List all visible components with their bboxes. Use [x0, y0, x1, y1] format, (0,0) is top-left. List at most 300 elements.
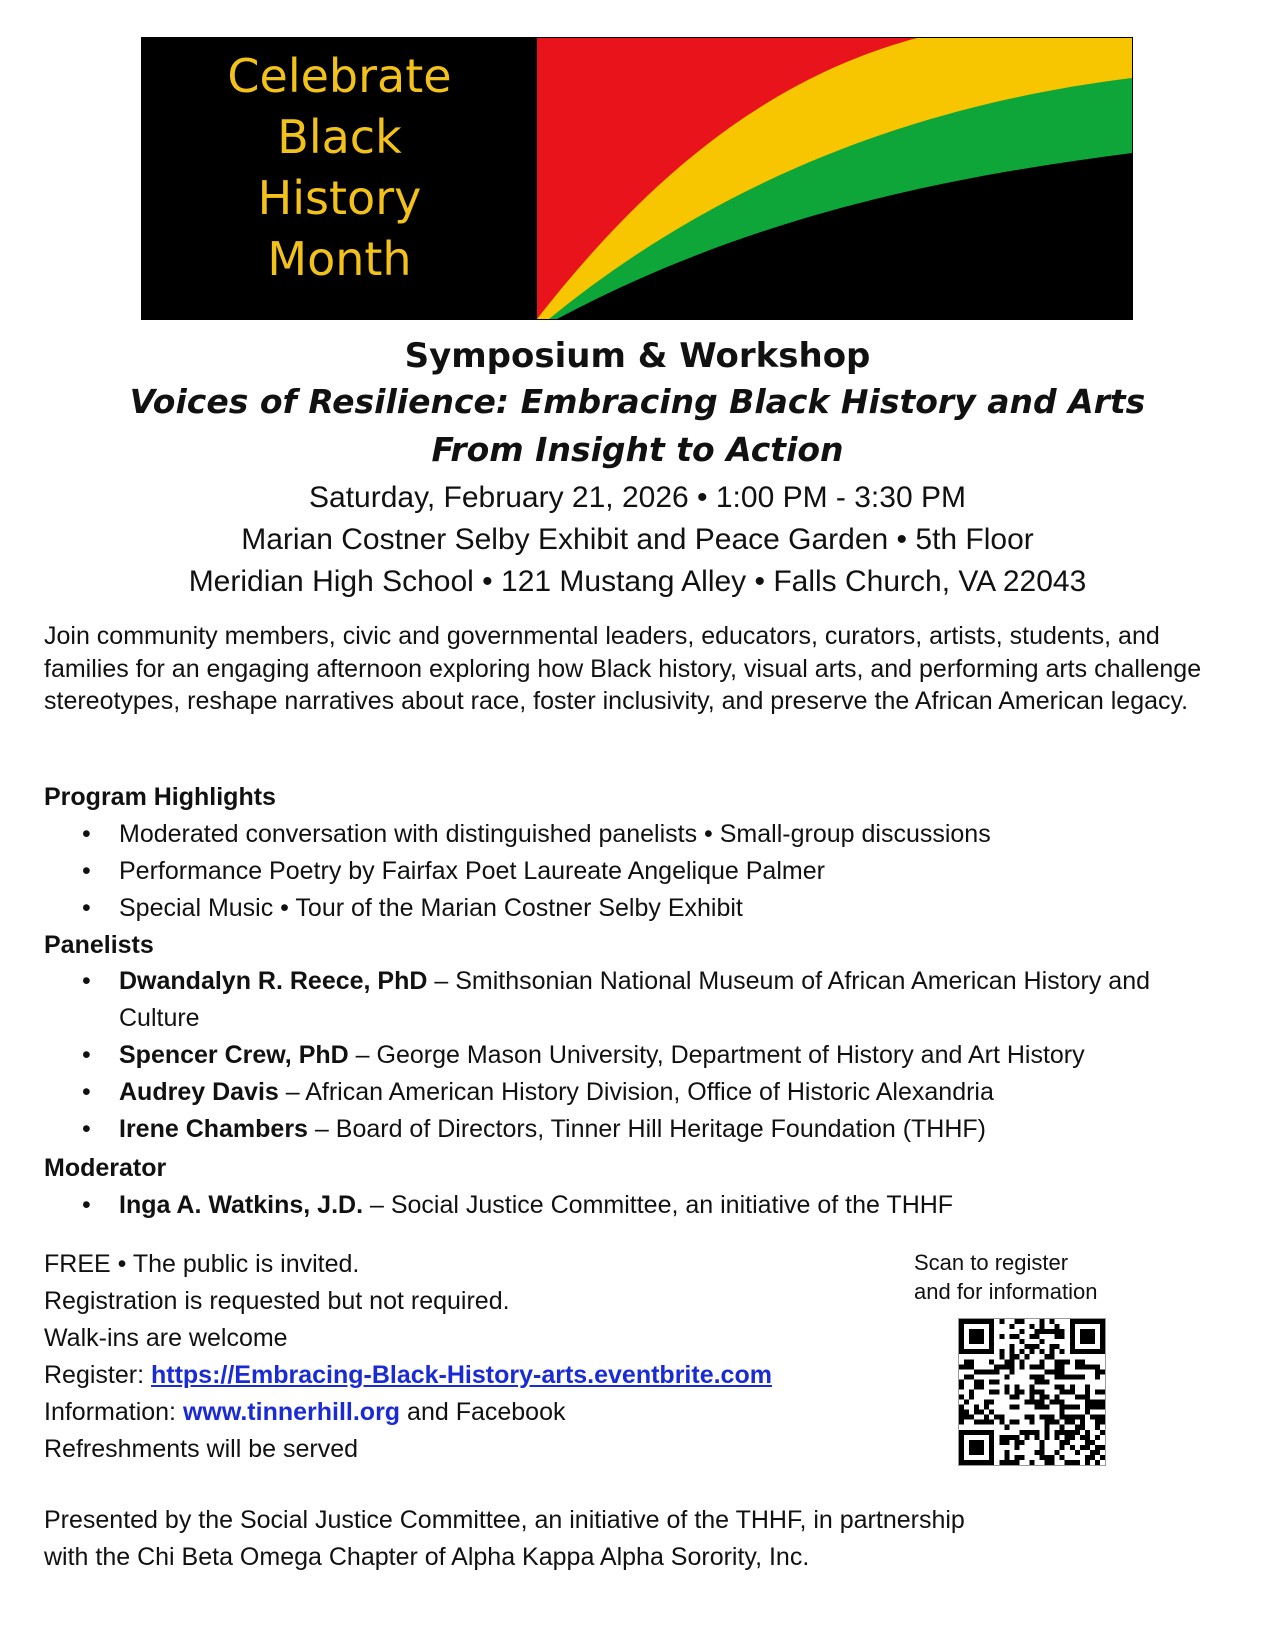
list-item	[44, 963, 1234, 1037]
pan-african-wave-graphic	[537, 38, 1132, 319]
qr-module	[1029, 1374, 1034, 1379]
qr-module	[1085, 1329, 1090, 1334]
qr-module	[1055, 1369, 1060, 1374]
qr-module	[1040, 1455, 1045, 1460]
qr-module	[1095, 1425, 1100, 1430]
register-label: Register:	[44, 1361, 151, 1389]
qr-caption-line: Scan to register	[914, 1250, 1069, 1275]
qr-module	[1014, 1445, 1019, 1450]
qr-module	[994, 1379, 999, 1384]
qr-caption-line: and for information	[914, 1279, 1098, 1304]
qr-module	[969, 1364, 974, 1369]
qr-module	[1075, 1349, 1080, 1354]
qr-module	[1100, 1430, 1105, 1435]
qr-module	[1065, 1440, 1070, 1445]
qr-module	[1055, 1324, 1060, 1329]
qr-module	[959, 1430, 964, 1435]
qr-module	[1065, 1420, 1070, 1425]
list-item: • Moderated conversation with distinguished panelists • Small-group discussions	[44, 816, 1234, 853]
qr-module	[1055, 1384, 1060, 1389]
qr-module	[1080, 1339, 1085, 1344]
qr-module	[1040, 1324, 1045, 1329]
qr-module	[1085, 1440, 1090, 1445]
event-venue: Marian Costner Selby Exhibit and Peace Garden • 5th Floor	[241, 523, 1034, 556]
qr-module	[1080, 1374, 1085, 1379]
qr-module	[1009, 1420, 1014, 1425]
qr-module	[1040, 1359, 1045, 1364]
qr-module	[1085, 1334, 1090, 1339]
qr-module	[1070, 1430, 1075, 1435]
qr-module	[1095, 1369, 1100, 1374]
qr-module	[1070, 1374, 1075, 1379]
qr-module	[1050, 1420, 1055, 1425]
qr-module	[1090, 1339, 1095, 1344]
qr-module	[1004, 1440, 1009, 1445]
qr-module	[1075, 1430, 1080, 1435]
qr-module	[1019, 1455, 1024, 1460]
qr-module	[1100, 1349, 1105, 1354]
qr-module	[1085, 1319, 1090, 1324]
qr-module	[974, 1460, 979, 1465]
qr-module	[1085, 1445, 1090, 1450]
qr-module	[1080, 1334, 1085, 1339]
panelist-affiliation: – Smithsonian National Museum of African American History and Culture	[119, 967, 1150, 1032]
qr-module	[959, 1379, 964, 1384]
qr-module	[1029, 1430, 1034, 1435]
qr-module	[959, 1405, 964, 1410]
register-line	[44, 1357, 772, 1394]
qr-module	[1029, 1415, 1034, 1420]
qr-module	[1095, 1364, 1100, 1369]
qr-module	[1055, 1344, 1060, 1349]
panelist-affiliation: – Board of Directors, Tinner Hill Heritage Foundation (THHF)	[307, 1115, 986, 1143]
panelist-name: Spencer Crew, PhD	[119, 1041, 349, 1069]
information-label: Information:	[44, 1398, 183, 1426]
qr-module	[974, 1334, 979, 1339]
admission-text: FREE • The public is invited.	[44, 1250, 360, 1278]
qr-module	[1095, 1374, 1100, 1379]
banner-title	[142, 46, 537, 290]
qr-module	[979, 1460, 984, 1465]
banner-title-line: Month	[267, 232, 412, 286]
qr-module	[1029, 1384, 1034, 1389]
qr-module	[1050, 1455, 1055, 1460]
qr-module	[1014, 1460, 1019, 1465]
qr-module	[1009, 1369, 1014, 1374]
qr-module	[1045, 1420, 1050, 1425]
qr-module	[964, 1400, 969, 1405]
qr-module	[1060, 1389, 1065, 1394]
list-item	[44, 1074, 1234, 1111]
qr-module	[974, 1329, 979, 1334]
qr-module	[1029, 1400, 1034, 1405]
qr-module	[1100, 1334, 1105, 1339]
information-suffix: and Facebook	[400, 1398, 566, 1426]
qr-module	[979, 1339, 984, 1344]
qr-module	[1090, 1415, 1095, 1420]
qr-module	[1004, 1425, 1009, 1430]
qr-module	[1029, 1349, 1034, 1354]
qr-module	[1080, 1349, 1085, 1354]
qr-module	[1009, 1354, 1014, 1359]
qr-module	[1085, 1349, 1090, 1354]
panelist-name: Dwandalyn R. Reece, PhD	[119, 967, 428, 995]
qr-module	[999, 1420, 1004, 1425]
footer-line: Presented by the Social Justice Committee, an initiative of the THHF, in partnership	[44, 1506, 965, 1534]
qr-module	[1004, 1364, 1009, 1369]
qr-module	[1065, 1435, 1070, 1440]
qr-module	[984, 1400, 989, 1405]
tinnerhill-link[interactable]: www.tinnerhill.org	[182, 1398, 401, 1426]
moderator-heading: Moderator	[44, 1154, 167, 1182]
qr-module	[1065, 1415, 1070, 1420]
qr-module	[1019, 1364, 1024, 1369]
qr-module	[989, 1420, 994, 1425]
qr-module	[989, 1455, 994, 1460]
qr-module	[999, 1440, 1004, 1445]
qr-module	[1009, 1359, 1014, 1364]
qr-module	[1075, 1364, 1080, 1369]
qr-module	[1040, 1364, 1045, 1369]
footer-line: with the Chi Beta Omega Chapter of Alpha Kappa Alpha Sorority, Inc.	[44, 1543, 810, 1571]
event-theme-line-2: From Insight to Action	[431, 430, 844, 469]
qr-module	[969, 1450, 974, 1455]
qr-module	[1045, 1455, 1050, 1460]
qr-module	[959, 1445, 964, 1450]
qr-module	[974, 1349, 979, 1354]
qr-module	[1024, 1415, 1029, 1420]
intro-paragraph: Join community members, civic and governmental leaders, educators, curators, artists, students, and families for an engaging afternoon exploring how Black history, visual arts, and performing arts challenge stereotypes, reshape narratives about race, foster inclusivity, and preserve the African American legacy.	[44, 622, 1202, 715]
qr-module	[1080, 1329, 1085, 1334]
event-date-time: Saturday, February 21, 2026 • 1:00 PM - 3:30 PM	[309, 481, 966, 514]
event-type-heading: Symposium & Workshop	[404, 336, 871, 376]
refreshments-note: Refreshments will be served	[44, 1435, 359, 1463]
qr-module	[959, 1319, 964, 1324]
qr-module	[1029, 1344, 1034, 1349]
qr-module	[1085, 1389, 1090, 1394]
qr-module	[1014, 1334, 1019, 1339]
qr-module	[1070, 1329, 1075, 1334]
qr-module	[1090, 1329, 1095, 1334]
qr-module	[1065, 1405, 1070, 1410]
qr-module	[964, 1415, 969, 1420]
qr-module	[1035, 1400, 1040, 1405]
qr-module	[989, 1319, 994, 1324]
qr-module	[989, 1329, 994, 1334]
qr-module	[1019, 1359, 1024, 1364]
event-details	[44, 1246, 772, 1468]
qr-module	[1035, 1344, 1040, 1349]
banner-title-line: Black	[277, 110, 402, 164]
qr-module	[979, 1329, 984, 1334]
qr-module	[1040, 1395, 1045, 1400]
qr-module	[1050, 1460, 1055, 1465]
qr-module	[1070, 1384, 1075, 1389]
footer-credit	[44, 1502, 965, 1576]
qr-module	[999, 1460, 1004, 1465]
qr-module	[969, 1319, 974, 1324]
qr-module	[1100, 1324, 1105, 1329]
qr-module	[969, 1329, 974, 1334]
qr-module	[984, 1319, 989, 1324]
qr-module	[1009, 1349, 1014, 1354]
qr-module	[959, 1324, 964, 1329]
qr-module	[1019, 1319, 1024, 1324]
qr-module	[1045, 1405, 1050, 1410]
qr-module	[1095, 1405, 1100, 1410]
qr-module	[1014, 1420, 1019, 1425]
walkins-note: Walk-ins are welcome	[44, 1324, 288, 1352]
qr-module	[1009, 1395, 1014, 1400]
qr-module	[1060, 1374, 1065, 1379]
register-link[interactable]: https://Embracing-Black-History-arts.eventbrite.com	[150, 1361, 772, 1389]
qr-module	[959, 1460, 964, 1465]
qr-module	[969, 1349, 974, 1354]
qr-module	[1019, 1349, 1024, 1354]
qr-module	[1095, 1415, 1100, 1420]
banner-title-line: History	[257, 171, 422, 225]
qr-module	[1070, 1339, 1075, 1344]
qr-module	[1019, 1329, 1024, 1334]
qr-module	[1045, 1415, 1050, 1420]
qr-module	[989, 1389, 994, 1394]
qr-module	[989, 1440, 994, 1445]
qr-module	[959, 1415, 964, 1420]
qr-module	[1070, 1319, 1075, 1324]
qr-module	[984, 1430, 989, 1435]
qr-module	[974, 1410, 979, 1415]
qr-module	[974, 1369, 979, 1374]
qr-module	[1095, 1400, 1100, 1405]
program-highlights-heading: Program Highlights	[44, 783, 276, 811]
qr-module	[1065, 1359, 1070, 1364]
qr-module	[1040, 1445, 1045, 1450]
qr-module	[1060, 1455, 1065, 1460]
panelist-affiliation: – African American History Division, Office of Historic Alexandria	[278, 1078, 994, 1106]
moderator-name: Inga A. Watkins, J.D.	[119, 1191, 364, 1219]
qr-module	[979, 1334, 984, 1339]
qr-module	[979, 1369, 984, 1374]
qr-module	[1080, 1395, 1085, 1400]
qr-module	[1014, 1384, 1019, 1389]
qr-module	[959, 1435, 964, 1440]
qr-module	[989, 1349, 994, 1354]
qr-module	[1004, 1389, 1009, 1394]
qr-module	[1035, 1374, 1040, 1379]
qr-module	[959, 1364, 964, 1369]
qr-module	[1040, 1349, 1045, 1354]
qr-module	[1014, 1405, 1019, 1410]
qr-module	[1085, 1410, 1090, 1415]
qr-module	[1075, 1319, 1080, 1324]
qr-module	[1050, 1329, 1055, 1334]
qr-module	[984, 1369, 989, 1374]
qr-module	[959, 1349, 964, 1354]
qr-module	[1040, 1319, 1045, 1324]
qr-module	[964, 1319, 969, 1324]
qr-module	[1090, 1440, 1095, 1445]
qr-module	[1100, 1344, 1105, 1349]
qr-module	[1080, 1435, 1085, 1440]
qr-module	[1060, 1359, 1065, 1364]
qr-module	[1075, 1450, 1080, 1455]
qr-module	[989, 1324, 994, 1329]
qr-module	[999, 1354, 1004, 1359]
qr-module	[1040, 1415, 1045, 1420]
qr-module	[1100, 1420, 1105, 1425]
qr-module	[1040, 1374, 1045, 1379]
qr-module	[1035, 1435, 1040, 1440]
qr-module	[1014, 1319, 1019, 1324]
qr-module	[989, 1410, 994, 1415]
event-theme-line-1: Voices of Resilience: Embracing Black History and Arts	[129, 382, 1146, 421]
qr-module	[1085, 1339, 1090, 1344]
qr-module	[1050, 1319, 1055, 1324]
qr-module	[1055, 1364, 1060, 1369]
qr-module	[1055, 1435, 1060, 1440]
qr-module	[1095, 1420, 1100, 1425]
qr-module	[1045, 1460, 1050, 1465]
banner-title-line: Celebrate	[227, 49, 452, 103]
qr-module	[1085, 1405, 1090, 1410]
qr-module	[1095, 1445, 1100, 1450]
qr-module	[1009, 1364, 1014, 1369]
qr-module	[1050, 1349, 1055, 1354]
qr-module	[1070, 1389, 1075, 1394]
qr-module	[969, 1334, 974, 1339]
qr-module	[1004, 1435, 1009, 1440]
qr-module	[1075, 1359, 1080, 1364]
qr-module	[1024, 1430, 1029, 1435]
qr-module	[994, 1369, 999, 1374]
qr-module	[974, 1405, 979, 1410]
qr-module	[1070, 1445, 1075, 1450]
qr-module	[999, 1364, 1004, 1369]
qr-module	[974, 1440, 979, 1445]
qr-module	[989, 1339, 994, 1344]
qr-module	[959, 1420, 964, 1425]
qr-module	[969, 1359, 974, 1364]
qr-module	[1095, 1319, 1100, 1324]
qr-module	[1014, 1354, 1019, 1359]
qr-module	[1070, 1405, 1075, 1410]
qr-module	[1045, 1430, 1050, 1435]
qr-module	[959, 1384, 964, 1389]
qr-module	[1040, 1329, 1045, 1334]
qr-module	[1029, 1389, 1034, 1394]
qr-module	[1060, 1334, 1065, 1339]
qr-module	[1060, 1405, 1065, 1410]
qr-module	[969, 1460, 974, 1465]
qr-module	[969, 1389, 974, 1394]
qr-module	[1055, 1359, 1060, 1364]
qr-module	[1029, 1324, 1034, 1329]
qr-module	[1040, 1339, 1045, 1344]
qr-module	[974, 1319, 979, 1324]
qr-module	[1100, 1389, 1105, 1394]
qr-module	[1085, 1435, 1090, 1440]
qr-module	[1070, 1460, 1075, 1465]
qr-module	[1004, 1374, 1009, 1379]
qr-module	[1095, 1450, 1100, 1455]
qr-module	[1080, 1420, 1085, 1425]
qr-module	[979, 1410, 984, 1415]
qr-module	[969, 1445, 974, 1450]
qr-module	[959, 1395, 964, 1400]
qr-module	[1014, 1395, 1019, 1400]
qr-module	[1024, 1400, 1029, 1405]
qr-module	[1060, 1430, 1065, 1435]
qr-module	[1060, 1384, 1065, 1389]
qr-module	[1065, 1430, 1070, 1435]
banner	[141, 37, 1133, 320]
list-item	[44, 1187, 1234, 1224]
qr-module	[1095, 1349, 1100, 1354]
qr-module	[964, 1410, 969, 1415]
qr-module	[989, 1435, 994, 1440]
qr-module	[1029, 1334, 1034, 1339]
qr-module	[1045, 1435, 1050, 1440]
qr-module	[1090, 1405, 1095, 1410]
qr-module	[989, 1379, 994, 1384]
qr-module	[1075, 1415, 1080, 1420]
qr-module	[999, 1334, 1004, 1339]
qr-module	[1060, 1440, 1065, 1445]
qr-module	[989, 1445, 994, 1450]
qr-module	[1100, 1405, 1105, 1410]
qr-module	[1075, 1395, 1080, 1400]
qr-module	[1060, 1369, 1065, 1374]
qr-module	[979, 1440, 984, 1445]
qr-module	[1029, 1395, 1034, 1400]
qr-module	[1090, 1349, 1095, 1354]
qr-module	[994, 1364, 999, 1369]
qr-module	[1014, 1435, 1019, 1440]
qr-module	[1019, 1389, 1024, 1394]
qr-module	[1060, 1329, 1065, 1334]
qr-module	[974, 1445, 979, 1450]
qr-module	[1029, 1364, 1034, 1369]
qr-module	[964, 1374, 969, 1379]
registration-note: Registration is requested but not required.	[44, 1287, 510, 1315]
qr-module	[1100, 1445, 1105, 1450]
qr-module	[1004, 1460, 1009, 1465]
qr-module	[1009, 1344, 1014, 1349]
qr-module	[1090, 1450, 1095, 1455]
qr-module	[1055, 1374, 1060, 1379]
qr-module	[959, 1339, 964, 1344]
qr-module	[989, 1450, 994, 1455]
event-address: Meridian High School • 121 Mustang Alley • Falls Church, VA 22043	[188, 565, 1087, 598]
qr-module	[1035, 1405, 1040, 1410]
panelist-name: Audrey Davis	[119, 1078, 279, 1106]
qr-code-icon[interactable]	[958, 1318, 1106, 1466]
qr-module	[1050, 1354, 1055, 1359]
qr-module	[1035, 1364, 1040, 1369]
qr-module	[1055, 1329, 1060, 1334]
qr-module	[1055, 1450, 1060, 1455]
qr-module	[959, 1410, 964, 1415]
qr-module	[1014, 1389, 1019, 1394]
qr-module	[1085, 1430, 1090, 1435]
qr-module	[999, 1319, 1004, 1324]
qr-module	[1070, 1334, 1075, 1339]
qr-module	[1004, 1455, 1009, 1460]
qr-module	[959, 1450, 964, 1455]
qr-module	[1080, 1364, 1085, 1369]
panelists-list	[44, 963, 1234, 1148]
qr-module	[1090, 1364, 1095, 1369]
